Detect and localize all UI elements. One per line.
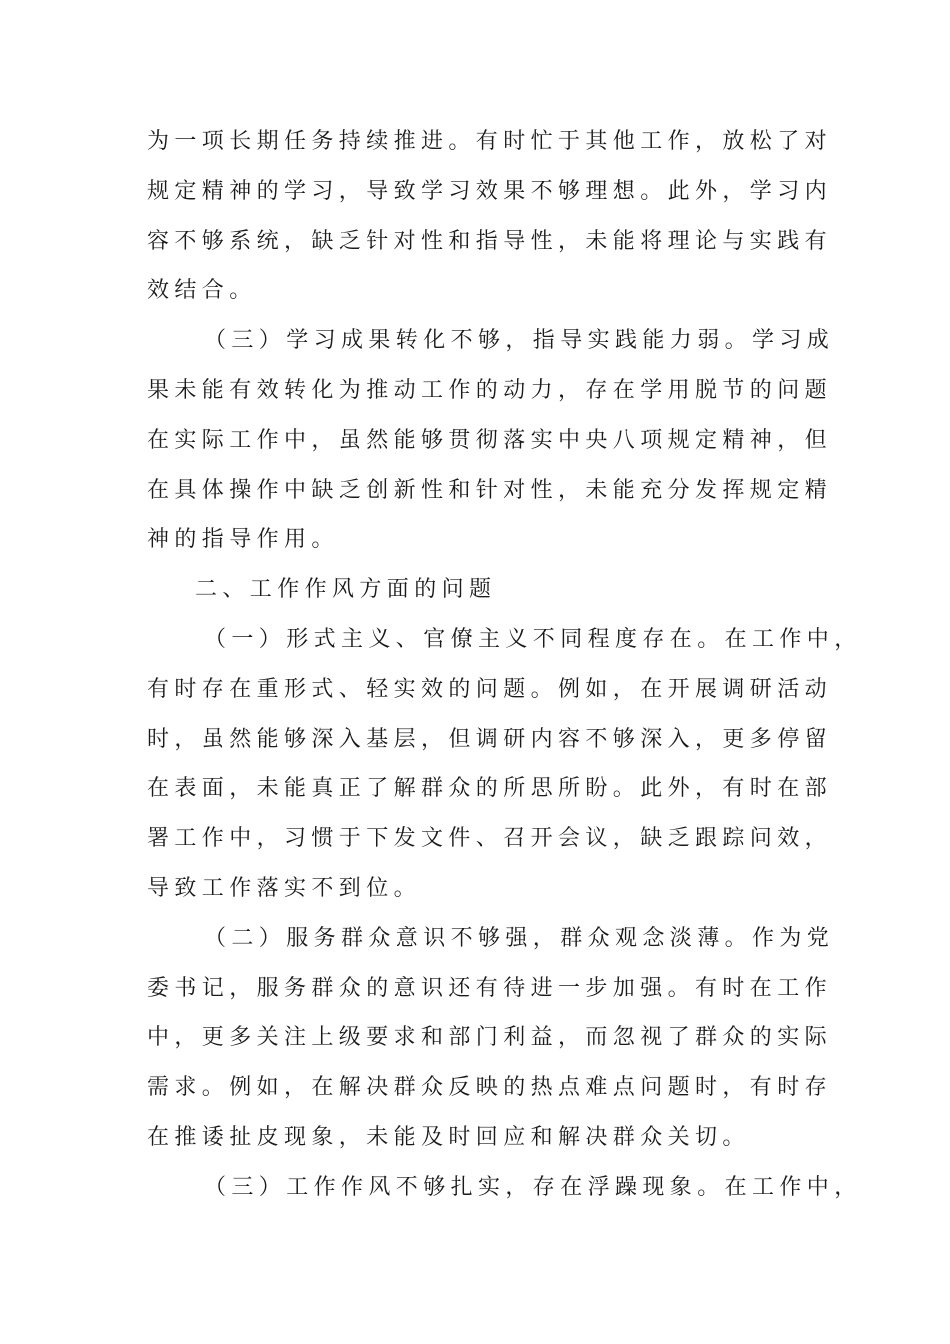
text-line: 中，更多关注上级要求和部门利益，而忽视了群众的实际 xyxy=(147,1025,833,1051)
text-line: 为一项长期任务持续推进。有时忙于其他工作，放松了对 xyxy=(147,129,833,154)
paragraph xyxy=(147,914,835,1163)
paragraph xyxy=(147,316,835,565)
text-line: 在表面，未能真正了解群众的所思所盼。此外，有时在部 xyxy=(147,776,833,802)
text-line: 在具体操作中缺乏创新性和针对性，未能充分发挥规定精 xyxy=(147,477,833,503)
document-body xyxy=(147,117,862,1213)
text-line: 在推诿扯皮现象，未能及时回应和解决群众关切。 xyxy=(147,1124,750,1150)
text-line: 有时存在重形式、轻实效的问题。例如，在开展调研活动 xyxy=(147,676,833,702)
text-line: 署工作中，习惯于下发文件、召开会议，缺乏跟踪问效， xyxy=(147,826,833,852)
text-line: 规定精神的学习，导致学习效果不够理想。此外，学习内 xyxy=(147,178,833,204)
text-line: 导致工作落实不到位。 xyxy=(147,875,422,901)
text-line: 委书记，服务群众的意识还有待进一步加强。有时在工作 xyxy=(147,975,833,1001)
text-line: 效结合。 xyxy=(147,278,257,304)
section-heading xyxy=(147,565,827,615)
paragraph xyxy=(147,117,833,316)
text-line: 二、工作作风方面的问题 xyxy=(195,577,497,603)
text-line: 在实际工作中，虽然能够贯彻落实中央八项规定精神，但 xyxy=(147,427,833,453)
text-line: （二）服务群众意识不够强，群众观念淡薄。作为党 xyxy=(204,925,835,951)
text-line: （三）学习成果转化不够，指导实践能力弱。学习成 xyxy=(204,328,835,354)
text-line: （三）工作作风不够扎实，存在浮躁现象。在工作中， xyxy=(204,1174,862,1200)
text-line: 神的指导作用。 xyxy=(147,527,339,553)
text-line: 时，虽然能够深入基层，但调研内容不够深入，更多停留 xyxy=(147,726,833,752)
text-line: 果未能有效转化为推动工作的动力，存在学用脱节的问题 xyxy=(147,377,833,403)
paragraph xyxy=(147,1163,862,1213)
text-line: （一）形式主义、官僚主义不同程度存在。在工作中， xyxy=(204,626,862,652)
text-line: 需求。例如，在解决群众反映的热点难点问题时，有时存 xyxy=(147,1075,833,1101)
paragraph xyxy=(147,615,862,914)
text-line: 容不够系统，缺乏针对性和指导性，未能将理论与实践有 xyxy=(147,228,833,254)
